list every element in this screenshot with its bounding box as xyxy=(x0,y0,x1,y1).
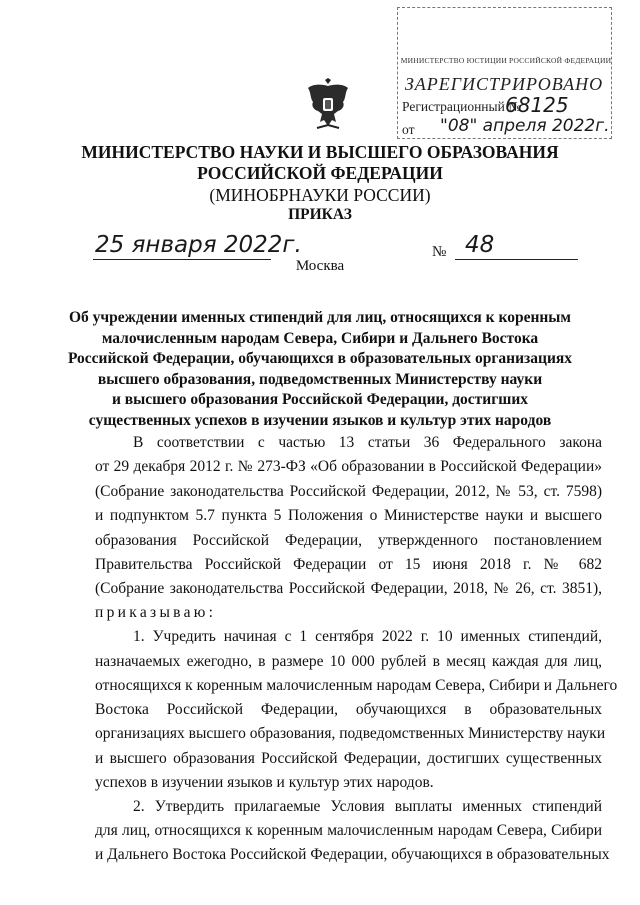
title-line: Об учреждении именных стипендий для лиц, относящихся к коренным xyxy=(69,309,571,326)
body-line: (Собрание законодательства Российской Федерации, 2018, № 26, ст. 3851), xyxy=(95,580,602,597)
body-line: Правительства Российской Федерации от 15 июня 2018 г. № 682 xyxy=(95,556,602,573)
title-line: и высшего образования Российской Федерации, достигших xyxy=(111,391,529,408)
stamp-ministry-line: МИНИСТЕРСТВО ЮСТИЦИИ РОССИЙСКОЙ ФЕДЕРАЦИИ xyxy=(400,56,612,65)
city: Москва xyxy=(295,258,345,274)
body-line: для лиц, относящихся к коренным малочисленным народам Севера, Сибири xyxy=(95,822,602,839)
ministry-short-name: (МИНОБРНАУКИ РОССИИ) xyxy=(209,185,431,205)
body-line: (Собрание законодательства Российской Федерации, 2012, № 53, ст. 7598) xyxy=(95,483,602,500)
body-line: образования Российской Федерации, утвержденного постановлением xyxy=(95,532,602,549)
order-number-label: № xyxy=(432,244,447,260)
stamp-date-label: от xyxy=(402,122,415,137)
title-line: существенных успехов в изучении языков и культур этих народов xyxy=(88,412,552,429)
stamp-status: ЗАРЕГИСТРИРОВАНО xyxy=(404,74,604,94)
stamp-number-value: 68125 xyxy=(505,93,569,117)
title-line: высшего образования, подведомственных Министерству науки xyxy=(97,371,543,388)
coat-of-arms-icon xyxy=(305,78,351,132)
order-number: 48 xyxy=(465,232,495,258)
body-line: 1. Учредить начиная с 1 сентября 2022 г. 10 именных стипендий, xyxy=(133,628,602,645)
body-line-order-word: приказываю: xyxy=(95,604,217,621)
ministry-name-line2: РОССИЙСКОЙ ФЕДЕРАЦИИ xyxy=(197,163,443,183)
body-line: и высшего образования Российской Федерации, достигших существенных xyxy=(95,750,602,767)
ministry-name-line1: МИНИСТЕРСТВО НАУКИ И ВЫСШЕГО ОБРАЗОВАНИЯ xyxy=(81,142,559,162)
body-line: и подпунктом 5.7 пункта 5 Положения о Министерстве науки и высшего xyxy=(95,507,602,524)
body-line: относящихся к коренным малочисленным народам Севера, Сибири и Дальнего xyxy=(95,677,618,694)
document-type: ПРИКАЗ xyxy=(288,206,352,223)
body-line: успехов в изучении языков и культур этих народов. xyxy=(95,774,434,791)
body-line: Востока Российской Федерации, обучающихся в образовательных xyxy=(95,701,602,718)
body-line: В соответствии с частью 13 статьи 36 Федерального закона xyxy=(133,434,602,451)
order-date: 25 января 2022г. xyxy=(95,232,302,258)
title-line: малочисленным народам Севера, Сибири и Дальнего Востока xyxy=(101,330,539,347)
body-line: 2. Утвердить прилагаемые Условия выплаты именных стипендий xyxy=(133,798,602,815)
body-line: назначаемых ежегодно, в размере 10 000 рублей в месяц каждая для лиц, xyxy=(95,653,602,670)
body-line: и Дальнего Востока Российской Федерации, обучающихся в образовательных xyxy=(95,846,610,863)
stamp-date-value: "08" апреля 2022г. xyxy=(440,116,610,136)
title-line: Российской Федерации, обучающихся в образовательных организациях xyxy=(67,350,573,367)
body-line: организациях высшего образования, подведомственных Министерству науки xyxy=(95,725,606,742)
stamp-number-label: Регистрационный № xyxy=(402,99,522,114)
body-line: от 29 декабря 2012 г. № 273-ФЗ «Об образовании в Российской Федерации» xyxy=(95,458,602,475)
